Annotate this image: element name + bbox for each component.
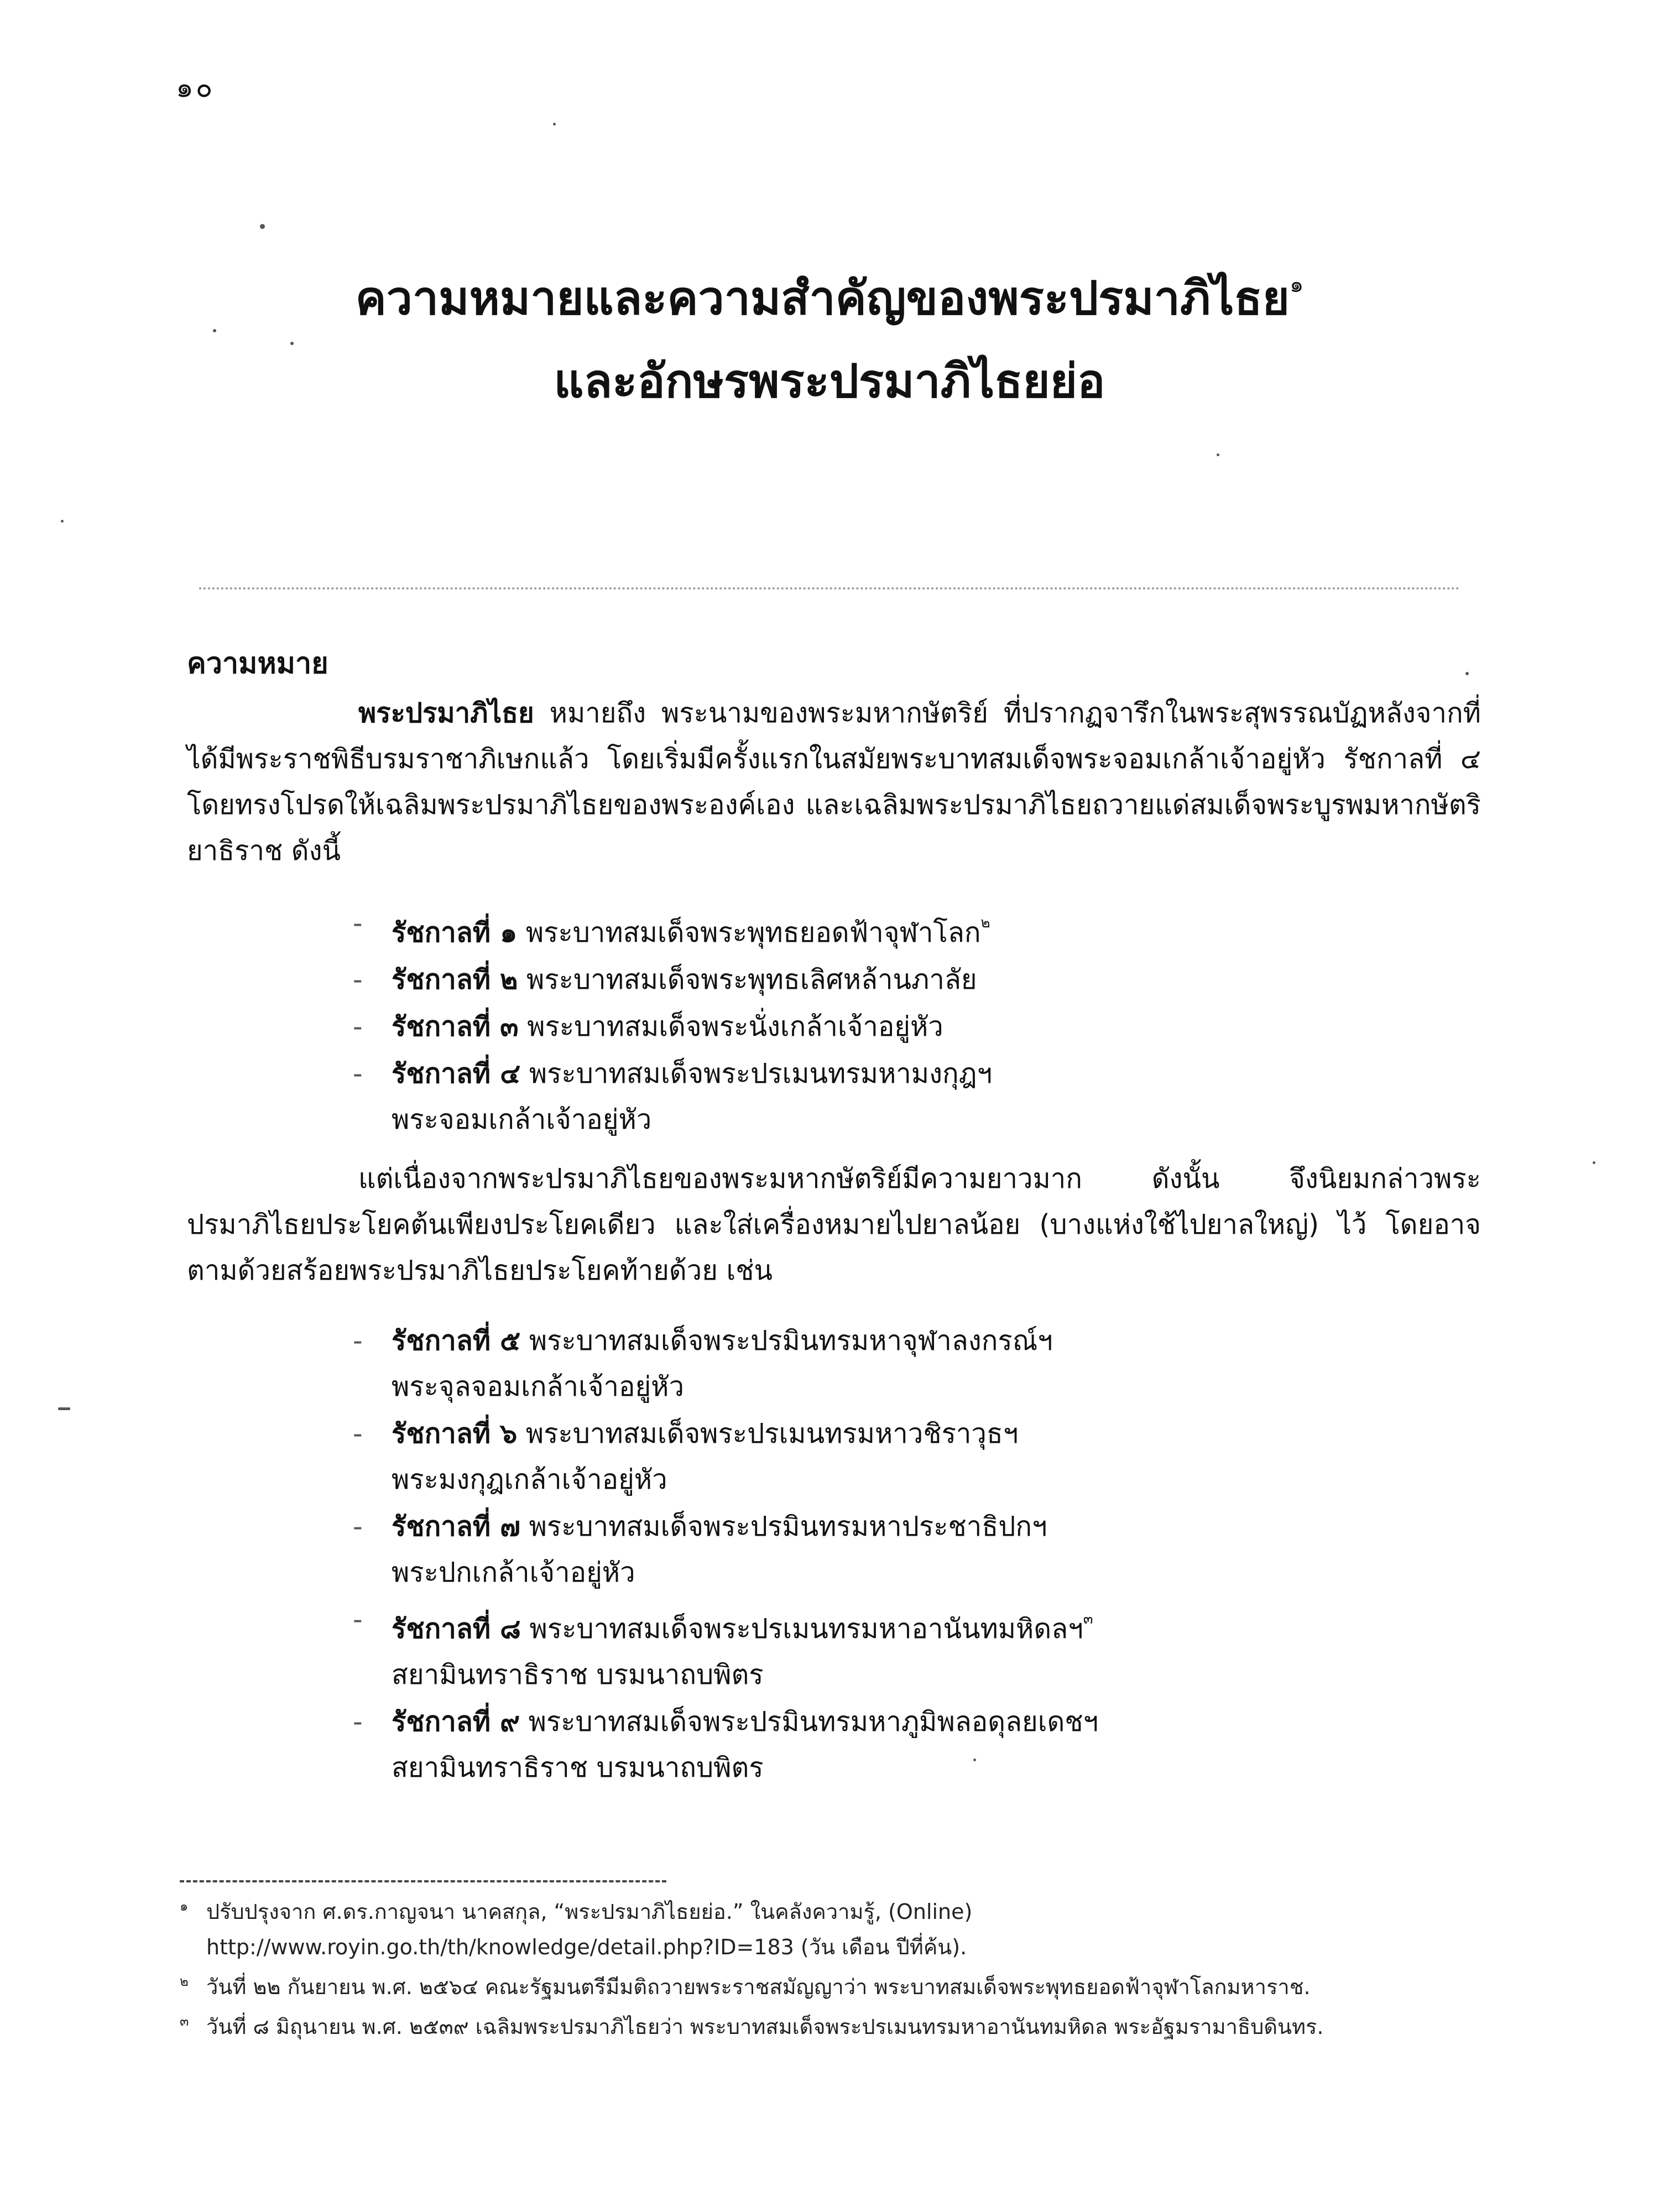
king-title-suffix: พระจอมเกล้าเจ้าอยู่หัว: [392, 1104, 652, 1135]
reign-list-item: [353, 1004, 1459, 1050]
list-dash-icon: -: [353, 1604, 363, 1635]
reign-list-item: [353, 1411, 1459, 1503]
title-line-1: ความหมายและความสำคัญของพระปรมาภิไธย: [355, 271, 1290, 325]
scan-speck: [1465, 672, 1469, 675]
reign-list-item: [353, 957, 1459, 1003]
reign-list-item: [353, 1051, 1459, 1142]
footnote-mark: ๑: [180, 1898, 189, 1914]
reign-label: รัชกาลที่ ๕: [392, 1325, 521, 1357]
reign-label: รัชกาลที่ ๔: [392, 1058, 521, 1089]
page-title: [0, 243, 1659, 340]
reign-label: รัชกาลที่ ๙: [392, 1706, 520, 1738]
title-footnote-ref: ๑: [1290, 272, 1304, 298]
footnotes: [180, 1894, 1474, 2049]
title-block: [0, 243, 1659, 422]
reign-list-full-titles: [353, 900, 1459, 1144]
reign-list-item: [353, 1318, 1459, 1410]
page-subtitle: และอักษรพระปรมาภิไธยย่อ: [554, 354, 1105, 408]
king-title: พระบาทสมเด็จพระปรเมนทรมหาอานันทมหิดลฯ: [529, 1613, 1083, 1645]
king-title-suffix: สยามินทราธิราช บรมนาถบพิตร: [392, 1752, 764, 1783]
king-title: พระบาทสมเด็จพระพุทธเลิศหล้านภาลัย: [526, 964, 977, 995]
king-title: พระบาทสมเด็จพระปรเมนทรมหาวชิราวุธฯ: [525, 1418, 1019, 1449]
footnote: [180, 1894, 1474, 1965]
scan-speck: [58, 1407, 70, 1410]
king-title-suffix: พระจุลจอมเกล้าเจ้าอยู่หัว: [392, 1371, 684, 1402]
king-title: พระบาทสมเด็จพระปรมินทรมหาจุฬาลงกรณ์ฯ: [529, 1325, 1053, 1357]
scan-speck: [61, 520, 64, 523]
footnote-divider: [180, 1880, 666, 1882]
paragraph-definition: [187, 690, 1481, 874]
footnote-ref: ๒: [980, 915, 990, 931]
list-dash-icon: -: [353, 1418, 363, 1449]
scan-speck: [260, 224, 265, 229]
list-dash-icon: -: [353, 1511, 363, 1542]
list-dash-icon: -: [353, 1011, 363, 1042]
footnote-ref: ๓: [1083, 1611, 1093, 1627]
reign-label: รัชกาลที่ ๗: [392, 1511, 520, 1542]
paragraph-body: หมายถึง พระนามของพระมหากษัตริย์ ที่ปรากฏจารึกในพระสุพรรณบัฏหลังจากที่ได้มีพระราชพิธีบรมราชาภิเษกแล้ว โดยเริ่มมีครั้งแรกในสมัยพระบาทสมเด็จพระจอมเกล้าเจ้าอยู่หัว รัชกาลที่ ๔ โดยทรงโปรดให้เฉลิมพระปรมาภิไธยของพระองค์เอง และเฉลิมพระปรมาภิไธยถวายแด่สมเด็จพระบูรพมหากษัตริยาธิราช ดังนี้: [187, 697, 1481, 867]
king-title: พระบาทสมเด็จพระพุทธยอดฟ้าจุฬาโลก: [525, 917, 981, 948]
scan-speck: [290, 342, 294, 345]
dotted-divider: [199, 587, 1460, 589]
reign-list-abbreviated-titles: [353, 1318, 1459, 1792]
scan-speck: [973, 1759, 976, 1761]
footnote: [180, 1969, 1474, 2005]
king-title: พระบาทสมเด็จพระปรมินทรมหาภูมิพลอดุลยเดชฯ: [528, 1706, 1099, 1738]
king-title: พระบาทสมเด็จพระปรเมนทรมหามงกุฎฯ: [529, 1058, 993, 1089]
section-heading: ความหมาย: [187, 647, 328, 680]
list-dash-icon: -: [353, 1706, 363, 1738]
king-title-suffix: พระมงกุฎเกล้าเจ้าอยู่หัว: [392, 1464, 667, 1495]
scan-speck: [1217, 453, 1219, 456]
reign-label: รัชกาลที่ ๒: [392, 964, 518, 995]
reign-list-item: [353, 1699, 1459, 1791]
paragraph-lead-term: พระปรมาภิไธย: [358, 697, 534, 729]
footnote-mark: ๓: [180, 2013, 189, 2029]
scan-speck: [553, 123, 556, 126]
list-dash-icon: -: [353, 1325, 363, 1357]
reign-label: รัชกาลที่ ๓: [392, 1011, 519, 1042]
scan-speck: [1593, 1161, 1595, 1164]
reign-list-item: [353, 900, 1459, 956]
king-title: พระบาทสมเด็จพระปรมินทรมหาประชาธิปกฯ: [529, 1511, 1047, 1542]
footnote-text: ปรับปรุงจาก ศ.ดร.กาญจนา นาคสกุล, “พระปรมาภิไธยย่อ.” ในคลังความรู้, (Online) http://www.royin.go.th/th/knowledge/detail.php?ID=183 (วัน เดือน ปีที่ค้น).: [206, 1900, 973, 1959]
king-title: พระบาทสมเด็จพระนั่งเกล้าเจ้าอยู่หัว: [527, 1011, 943, 1042]
scan-speck: [213, 329, 216, 332]
reign-list-item: [353, 1504, 1459, 1595]
footnote-text: วันที่ ๒๒ กันยายน พ.ศ. ๒๕๖๔ คณะรัฐมนตรีมีมติถวายพระราชสมัญญาว่า พระบาทสมเด็จพระพุทธยอดฟ้าจุฬาโลกมหาราช.: [206, 1975, 1311, 1999]
king-title-suffix: สยามินทราธิราช บรมนาถบพิตร: [392, 1659, 764, 1691]
footnote-mark: ๒: [180, 1974, 189, 1989]
page-number: ๑๐: [176, 71, 215, 103]
reign-label: รัชกาลที่ ๑: [392, 917, 518, 948]
reign-label: รัชกาลที่ ๖: [392, 1418, 518, 1449]
footnote-text: วันที่ ๘ มิถุนายน พ.ศ. ๒๕๓๙ เฉลิมพระปรมาภิไธยว่า พระบาทสมเด็จพระปรเมนทรมหาอานันทมหิดล พระอัฐมรามาธิบดินทร.: [206, 2015, 1324, 2039]
list-dash-icon: -: [353, 907, 363, 939]
list-dash-icon: -: [353, 1058, 363, 1089]
paragraph-abbreviation: แต่เนื่องจากพระปรมาภิไธยของพระมหากษัตริย์มีความยาวมาก ดังนั้น จึงนิยมกล่าวพระปรมาภิไธยประโยคต้นเพียงประโยคเดียว และใส่เครื่องหมายไปยาลน้อย (บางแห่งใช้ไปยาลใหญ่) ไว้ โดยอาจตามด้วยสร้อยพระปรมาภิไธยประโยคท้ายด้วย เช่น: [187, 1163, 1481, 1286]
reign-label: รัชกาลที่ ๘: [392, 1613, 521, 1645]
reign-list-item: [353, 1597, 1459, 1698]
king-title-suffix: พระปกเกล้าเจ้าอยู่หัว: [392, 1557, 635, 1588]
list-dash-icon: -: [353, 964, 363, 995]
footnote: [180, 2009, 1474, 2044]
